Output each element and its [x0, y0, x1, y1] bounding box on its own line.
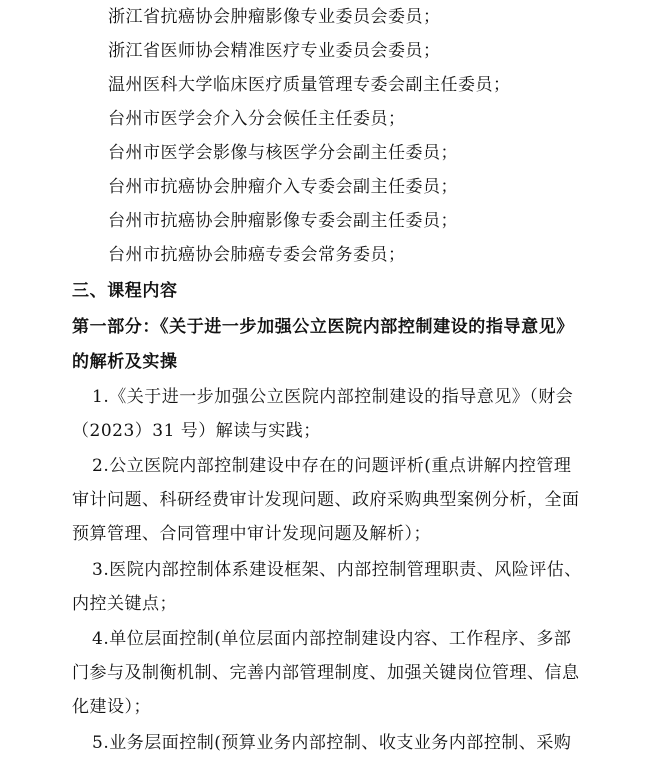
course-item-1: 1.《关于进一步加强公立医院内部控制建设的指导意见》（财会 — [92, 387, 574, 407]
course-item-2-cont: 审计问题、科研经费审计发现问题、政府采购典型案例分析，全面 — [72, 490, 580, 510]
course-item-2: 2.公立医院内部控制建设中存在的问题评析(重点讲解内控管理 — [92, 456, 572, 476]
section-heading: 三、课程内容 — [72, 281, 178, 301]
course-item-4-cont: 化建设）； — [72, 697, 151, 717]
membership-line: 台州市抗癌协会肿瘤影像专委会副主任委员； — [108, 211, 458, 231]
membership-line: 温州医科大学临床医疗质量管理专委会副主任委员； — [108, 75, 511, 95]
course-item-3-cont: 内控关键点； — [72, 594, 177, 614]
course-item-4-cont: 门参与及制衡机制、完善内部管理制度、加强关键岗位管理、信息 — [72, 663, 580, 683]
membership-line: 浙江省抗癌协会肿瘤影像专业委员会委员； — [108, 7, 441, 27]
membership-line: 台州市抗癌协会肿瘤介入专委会副主任委员； — [108, 177, 458, 197]
course-item-2-cont: 预算管理、合同管理中审计发现问题及解析）； — [72, 524, 431, 544]
part-heading-line2: 的解析及实操 — [72, 352, 178, 372]
membership-line: 台州市医学会介入分会候任主任委员； — [108, 109, 406, 129]
course-item-1-cont: （2023）31 号）解读与实践； — [72, 421, 321, 441]
membership-line: 台州市医学会影像与核医学分会副主任委员； — [108, 143, 458, 163]
course-item-5: 5.业务层面控制(预算业务内部控制、收支业务内部控制、采购 — [92, 733, 572, 753]
course-item-3: 3.医院内部控制体系建设框架、内部控制管理职责、风险评估、 — [92, 560, 582, 580]
part-heading-line1: 第一部分：《关于进一步加强公立医院内部控制建设的指导意见》 — [72, 317, 574, 337]
course-item-4: 4.单位层面控制(单位层面内部控制建设内容、工作程序、多部 — [92, 629, 572, 649]
membership-line: 台州市抗癌协会肺癌专委会常务委员； — [108, 245, 406, 265]
membership-line: 浙江省医师协会精准医疗专业委员会委员； — [108, 41, 441, 61]
